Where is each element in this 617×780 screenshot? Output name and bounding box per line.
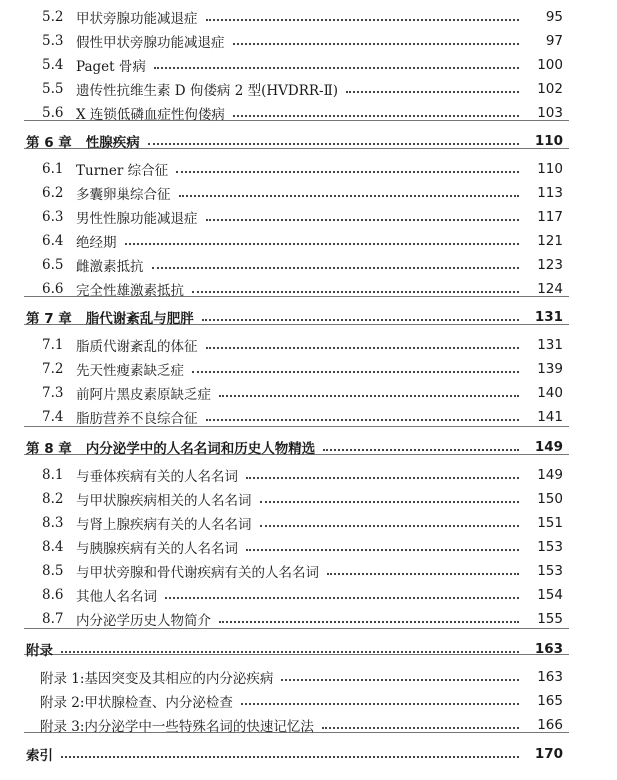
entry-title: X 连锁低磷血症性佝偻病 [76,107,225,123]
entry-title: 附录 1:基因突变及其相应的内分泌疾病 [40,671,274,687]
entry-page-number: 123 [537,257,563,273]
entry-number: 5.5 [42,81,64,97]
toc-section-entry[interactable] [0,278,617,300]
entry-number: 5.2 [42,9,64,25]
toc-chapter-entry[interactable] [0,306,617,328]
dot-leader [152,267,520,269]
entry-title: 与肾上腺疾病有关的人名名词 [76,517,252,533]
dot-leader [346,91,519,93]
dot-leader [192,371,519,373]
toc-section-entry[interactable] [0,488,617,510]
entry-page-number: 151 [537,515,563,531]
dot-leader [241,703,519,705]
dot-leader [165,597,519,599]
entry-page-number: 95 [545,9,563,25]
entry-page-number: 124 [537,281,563,297]
entry-title: 假性甲状旁腺功能减退症 [76,35,225,51]
entry-page-number: 100 [537,57,563,73]
dot-leader [260,525,520,527]
dot-leader [327,573,519,575]
dot-leader [125,243,520,245]
entry-page-number: 121 [537,233,563,249]
entry-page-number: 149 [537,467,563,483]
dot-leader [192,291,519,293]
entry-number: 6.3 [42,209,64,225]
entry-number: 7.4 [42,409,64,425]
dot-leader [206,19,520,21]
dot-leader [206,419,520,421]
dot-leader [323,449,519,451]
entry-title: 与胰腺疾病有关的人名名词 [76,541,238,557]
entry-page-number: 113 [537,185,563,201]
entry-page-number: 102 [537,81,563,97]
entry-page-number: 140 [537,385,563,401]
entry-number: 第 8 章 [26,441,72,457]
dot-leader [260,501,520,503]
toc-section-entry[interactable] [0,512,617,534]
toc-section-entry[interactable] [0,102,617,124]
entry-page-number: 153 [537,563,563,579]
toc-section-entry[interactable] [0,206,617,228]
entry-page-number: 131 [534,309,563,325]
toc-section-entry[interactable] [0,230,617,252]
entry-number: 第 6 章 [26,135,72,151]
dot-leader [61,651,519,653]
dot-leader [233,115,519,117]
entry-title: 前阿片黑皮素原缺乏症 [76,387,211,403]
entry-title: 与甲状旁腺和骨代谢疾病有关的人名名词 [76,565,319,581]
entry-title: Paget 骨病 [76,59,146,75]
dot-leader [246,549,519,551]
entry-page-number: 153 [537,539,563,555]
dot-leader [246,477,519,479]
entry-number: 8.6 [42,587,64,603]
entry-number: 8.4 [42,539,64,555]
entry-title: 性腺疾病 [85,135,140,151]
entry-number: 7.1 [42,337,64,353]
entry-title: 遗传性抗维生素 D 佝偻病 2 型(HVDRR-Ⅱ) [76,83,339,99]
entry-number: 8.2 [42,491,64,507]
entry-page-number: 163 [534,641,563,657]
toc-section-entry[interactable] [0,6,617,28]
entry-title: 索引 [26,748,53,764]
toc-section-entry[interactable] [0,182,617,204]
dot-leader [233,43,520,45]
entry-title: 附录 3:内分泌学中一些特殊名词的快速记忆法 [40,719,314,735]
toc-section-entry[interactable] [0,30,617,52]
entry-number: 8.7 [42,611,64,627]
dot-leader [281,679,519,681]
toc-section-entry[interactable] [0,158,617,180]
entry-page-number: 110 [537,161,563,177]
entry-number: 7.3 [42,385,64,401]
entry-title: 脂代谢紊乱与肥胖 [85,311,194,327]
toc-section-entry[interactable] [0,560,617,582]
entry-page-number: 97 [545,33,563,49]
entry-page-number: 170 [534,746,563,762]
toc-section-entry[interactable] [0,54,617,76]
dot-leader [154,67,519,69]
entry-page-number: 131 [537,337,563,353]
entry-number: 6.2 [42,185,64,201]
entry-title: Turner 综合征 [76,163,169,179]
toc-section-entry[interactable] [0,406,617,428]
entry-number: 8.1 [42,467,64,483]
entry-title: 内分泌学历史人物简介 [76,613,211,629]
entry-number: 第 7 章 [26,311,72,327]
dot-leader [176,171,519,173]
entry-page-number: 150 [537,491,563,507]
entry-title: 多囊卵巢综合征 [76,187,171,203]
entry-title: 脂质代谢紊乱的体征 [76,339,198,355]
entry-title: 脂肪营养不良综合征 [76,411,198,427]
toc-section-entry[interactable] [0,536,617,558]
toc-section-entry[interactable] [0,464,617,486]
dot-leader [322,727,519,729]
dot-leader [219,621,519,623]
dot-leader [202,319,519,321]
entry-number: 7.2 [42,361,64,377]
entry-page-number: 141 [537,409,563,425]
toc-top-entry[interactable] [0,743,617,765]
toc-chapter-entry[interactable] [0,436,617,458]
entry-number: 6.5 [42,257,64,273]
entry-page-number: 139 [537,361,563,377]
entry-title: 雌激素抵抗 [76,259,144,275]
toc-section-entry[interactable] [0,608,617,630]
entry-number: 5.3 [42,33,64,49]
entry-page-number: 154 [537,587,563,603]
entry-page-number: 165 [537,693,563,709]
dot-leader [206,347,520,349]
entry-page-number: 166 [537,717,563,733]
entry-page-number: 155 [537,611,563,627]
entry-page-number: 163 [537,669,563,685]
entry-number: 6.6 [42,281,64,297]
toc-section-entry[interactable] [0,334,617,356]
dot-leader [61,756,519,758]
entry-title: 完全性雄激素抵抗 [76,283,184,299]
entry-page-number: 117 [537,209,563,225]
toc-appendix-entry[interactable] [0,690,617,712]
entry-page-number: 103 [537,105,563,121]
toc-top-entry[interactable] [0,638,617,660]
entry-title: 附录 2:甲状腺检查、内分泌检查 [40,695,233,711]
dot-leader [219,395,519,397]
dot-leader [206,219,520,221]
entry-number: 5.6 [42,105,64,121]
toc-chapter-entry[interactable] [0,130,617,152]
entry-title: 内分泌学中的人名名词和历史人物精选 [85,441,316,457]
toc-appendix-entry[interactable] [0,714,617,736]
entry-page-number: 149 [534,439,563,455]
entry-title: 与垂体疾病有关的人名名词 [76,469,238,485]
entry-number: 6.1 [42,161,64,177]
toc-section-entry[interactable] [0,382,617,404]
entry-title: 附录 [26,643,53,659]
entry-number: 6.4 [42,233,64,249]
entry-title: 绝经期 [76,235,117,251]
entry-page-number: 110 [534,133,563,149]
toc-section-entry[interactable] [0,78,617,100]
entry-title: 甲状旁腺功能减退症 [76,11,198,27]
toc-section-entry[interactable] [0,254,617,276]
dot-leader [179,195,520,197]
entry-number: 5.4 [42,57,64,73]
entry-title: 男性性腺功能减退症 [76,211,198,227]
dot-leader [148,143,519,145]
entry-title: 先天性瘦素缺乏症 [76,363,184,379]
entry-title: 与甲状腺疾病相关的人名名词 [76,493,252,509]
entry-number: 8.5 [42,563,64,579]
toc-appendix-entry[interactable] [0,666,617,688]
entry-title: 其他人名名词 [76,589,157,605]
toc-section-entry[interactable] [0,358,617,380]
entry-number: 8.3 [42,515,64,531]
toc-section-entry[interactable] [0,584,617,606]
